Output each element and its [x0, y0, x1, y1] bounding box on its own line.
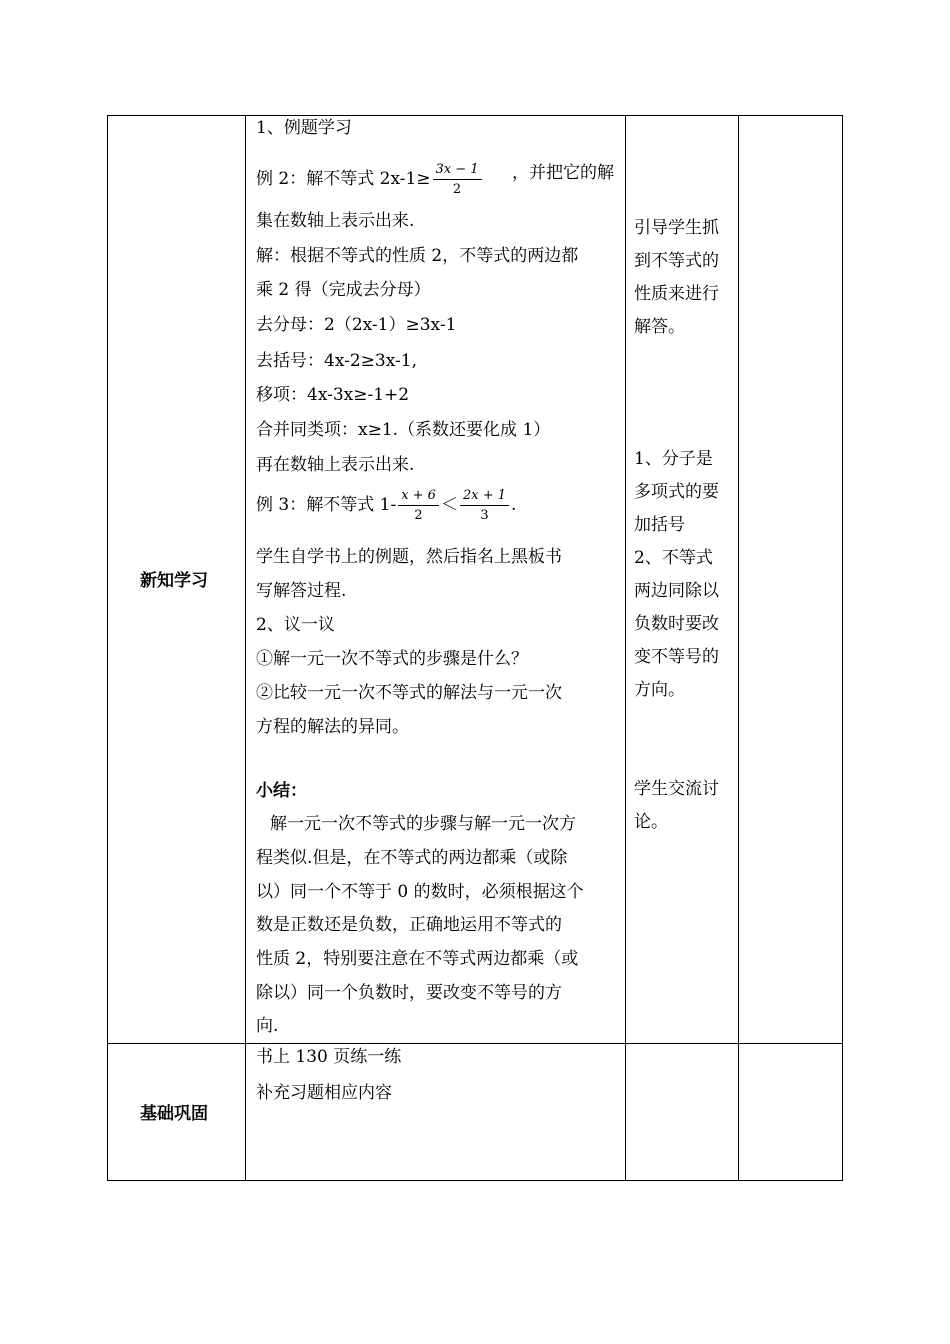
note-line: 到不等式的 — [634, 251, 719, 271]
summary-line: 程类似.但是，在不等式的两边都乘（或除 — [256, 848, 568, 868]
column-divider-1 — [245, 115, 246, 1181]
example-2-text: 例 2：解不等式 2x-1≥ $\frac{3x - 1}{2}$ — [256, 162, 484, 197]
table-left-border — [107, 115, 108, 1181]
content-line: 解：根据不等式的性质 2，不等式的两边都 — [256, 246, 579, 266]
summary-line: 向. — [256, 1016, 279, 1036]
content-line: 去括号：4x-2≥3x-1, — [256, 351, 417, 371]
note-line: 负数时要改 — [634, 614, 719, 634]
example-3-line: 例 3：解不等式 1- $\frac{x + 6}{2}$ ＜ $\frac{2x + 1}{3}$ . — [256, 488, 517, 523]
row-label-basic-consolidation: 基础巩固 — [140, 1104, 208, 1124]
content-line: 移项：4x-3x≥-1+2 — [256, 385, 410, 405]
content-line: 写解答过程. — [256, 581, 347, 601]
content-line: 2、议一议 — [256, 615, 335, 635]
content-line: 合并同类项：x≥1.（系数还要化成 1） — [256, 420, 551, 440]
content-line: ①解一元一次不等式的步骤是什么？ — [256, 649, 528, 669]
column-divider-2 — [625, 115, 626, 1181]
note-line: 性质来进行 — [634, 284, 719, 304]
note-line: 两边同除以 — [634, 581, 719, 601]
note-line: 变不等号的 — [634, 647, 719, 667]
column-divider-3 — [738, 115, 739, 1181]
summary-line: 以）同一个不等于 0 的数时，必须根据这个 — [256, 882, 584, 902]
note-line: 引导学生抓 — [634, 218, 719, 238]
fraction: $\frac{x + 6}{2}$ — [398, 488, 439, 523]
content-line: 集在数轴上表示出来. — [256, 211, 415, 231]
note-line: 加括号 — [634, 515, 685, 535]
row-divider — [107, 1043, 843, 1044]
content-line: 学生自学书上的例题，然后指名上黑板书 — [256, 547, 562, 567]
note-line: 1、分子是 — [634, 449, 713, 469]
content-line: 补充习题相应内容 — [256, 1083, 392, 1103]
note-line: 解答。 — [634, 317, 685, 337]
content-line: 书上 130 页练一练 — [256, 1047, 402, 1067]
content-line: 1、例题学习 — [256, 118, 352, 138]
table-right-border — [842, 115, 843, 1181]
summary-line: 解一元一次不等式的步骤与解一元一次方 — [270, 814, 576, 834]
fraction: $\frac{2x + 1}{3}$ — [460, 488, 509, 523]
note-line: 学生交流讨 — [634, 779, 719, 799]
summary-line: 性质 2，特别要注意在不等式两边都乘（或 — [256, 949, 579, 969]
content-line: 方程的解法的异同。 — [256, 717, 409, 737]
summary-line: 除以）同一个负数时，要改变不等号的方 — [256, 983, 562, 1003]
summary-heading: 小结： — [256, 781, 307, 801]
fraction: $\frac{3x - 1}{2}$ — [433, 162, 482, 197]
content-line: 乘 2 得（完成去分母） — [256, 280, 431, 300]
note-line: 2、不等式 — [634, 548, 713, 568]
summary-line: 数是正数还是负数，正确地运用不等式的 — [256, 915, 562, 935]
table-top-border — [107, 115, 843, 116]
row-label-new-knowledge: 新知学习 — [140, 571, 208, 591]
content-line: ②比较一元一次不等式的解法与一元一次 — [256, 683, 562, 703]
note-line: 多项式的要 — [634, 482, 719, 502]
table-bottom-border — [107, 1180, 843, 1181]
content-line: 去分母：2（2x-1）≥3x-1 — [256, 315, 457, 335]
note-line: 论。 — [634, 812, 668, 832]
note-line: 方向。 — [634, 680, 685, 700]
example-2-tail: ，并把它的解 — [512, 163, 614, 183]
content-line: 再在数轴上表示出来. — [256, 455, 415, 475]
example-2-line — [256, 162, 614, 197]
